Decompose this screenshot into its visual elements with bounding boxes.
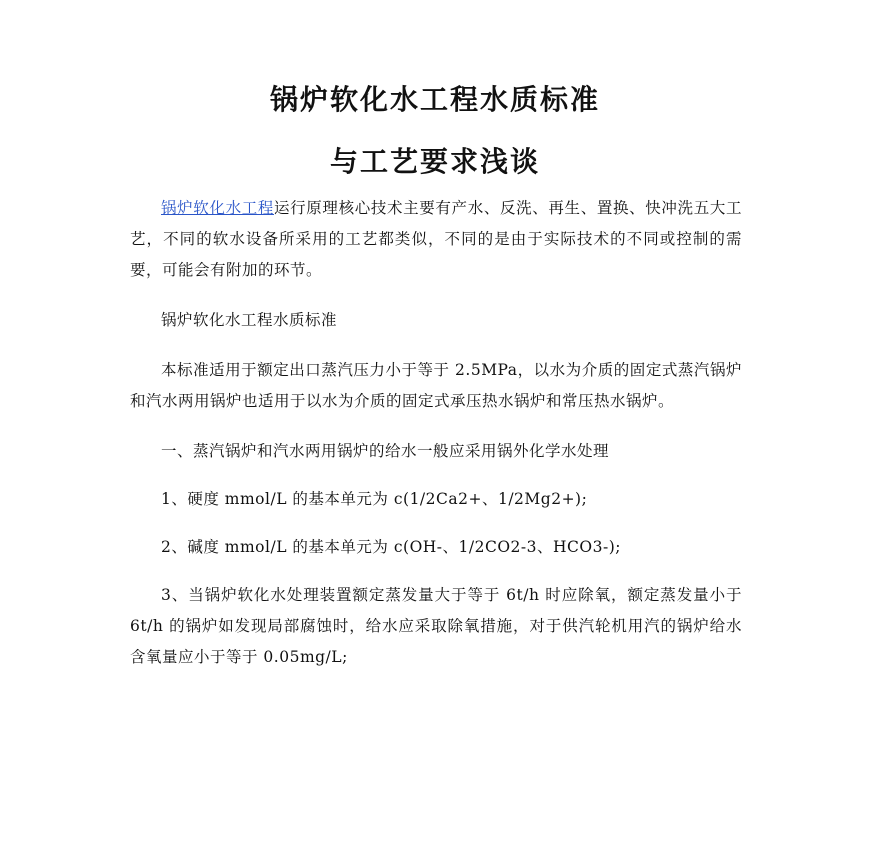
boiler-softened-water-link[interactable]: 锅炉软化水工程: [161, 199, 274, 217]
document-body: [130, 193, 742, 692]
item-hardness: 1、硬度 mmol/L 的基本单元为 c(1/2Ca2+、1/2Mg2+);: [161, 490, 588, 508]
document-title-line-2: 与工艺要求浅谈: [329, 145, 540, 178]
document-title-line-1: 锅炉软化水工程水质标准: [269, 83, 600, 116]
intro-paragraph: [130, 193, 742, 286]
item-feedwater-treatment: 一、蒸汽锅炉和汽水两用锅炉的给水一般应采用锅外化学水处理: [161, 442, 610, 460]
item-deoxygenation: 3、当锅炉软化水处理装置额定蒸发量大于等于 6t/h 时应除氧，额定蒸发量小于 6t/h 的锅炉如发现局部腐蚀时，给水应采取除氧措施，对于供汽轮机用汽的锅炉给水含氧量应小于等于 0.05mg/L;: [130, 586, 742, 666]
intro-text: 运行原理核心技术主要有产水、反洗、再生、置换、快冲洗五大工艺，不同的软水设备所采用的工艺都类似，不同的是由于实际技术的不同或控制的需要，可能会有附加的环节。: [130, 199, 742, 279]
item-alkalinity: 2、碱度 mmol/L 的基本单元为 c(OH-、1/2CO2-3、HCO3-);: [161, 538, 621, 556]
scope-paragraph: 本标准适用于额定出口蒸汽压力小于等于 2.5MPa，以水为介质的固定式蒸汽锅炉和汽水两用锅炉也适用于以水为介质的固定式承压热水锅炉和常压热水锅炉。: [130, 361, 742, 410]
section-heading-standard: 锅炉软化水工程水质标准: [161, 311, 338, 329]
